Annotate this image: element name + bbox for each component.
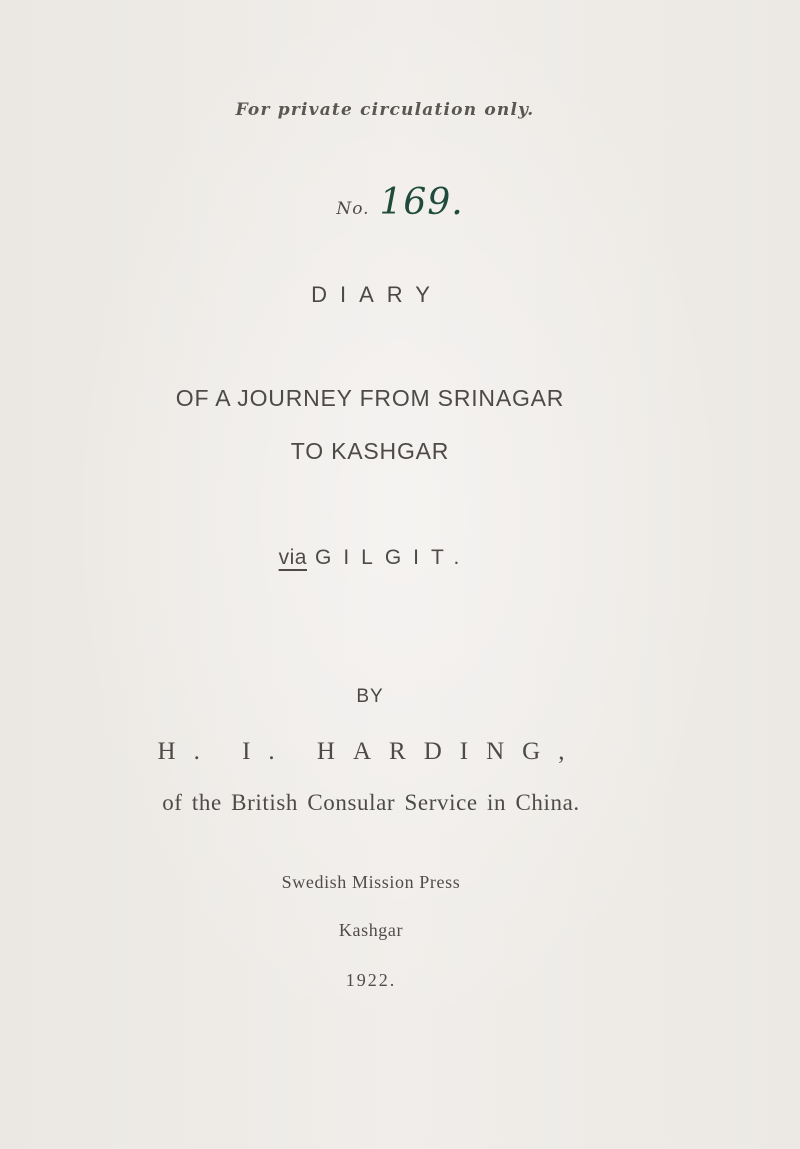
copy-number-label: No. (336, 199, 370, 219)
book-title: DIARY (311, 282, 443, 307)
author-name: H. I. HARDING, (157, 738, 583, 765)
publisher: Swedish Mission Press (281, 872, 461, 892)
copy-number-handwritten: 169. (379, 182, 464, 223)
copy-number (0, 182, 800, 223)
publication-year: 1922. (345, 970, 397, 990)
book-subtitle-line-2: TO KASHGAR (290, 438, 450, 464)
publication-city: Kashgar (338, 920, 404, 940)
private-circulation-notice: For private circulation only. (235, 100, 535, 120)
route-line (0, 546, 750, 570)
byline-by: BY (356, 686, 384, 707)
author-affiliation: of the British Consular Service in China. (162, 790, 580, 815)
route-via: via (278, 546, 307, 569)
book-subtitle-line-1: OF A JOURNEY FROM SRINAGAR (175, 385, 565, 411)
route-place: GILGIT. (315, 546, 472, 569)
